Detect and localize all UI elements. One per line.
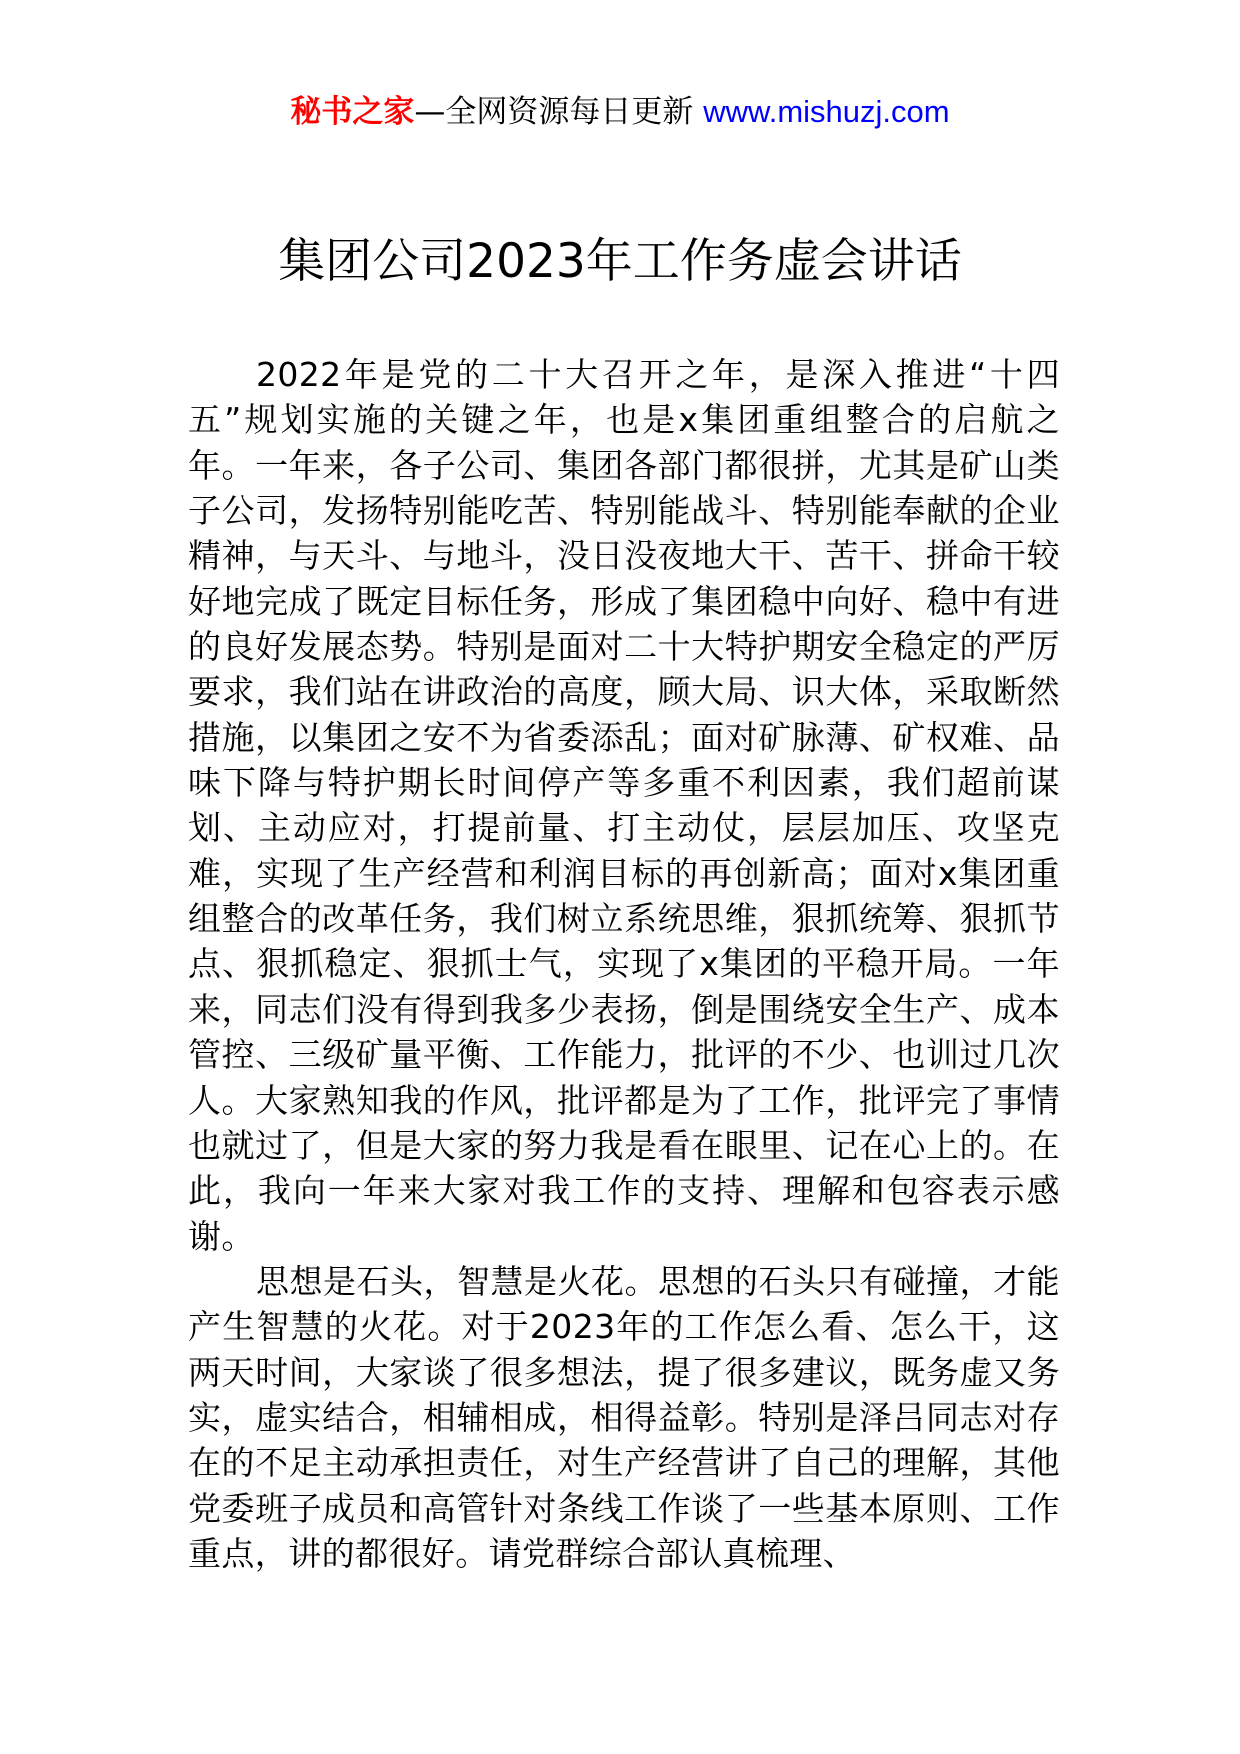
paragraph-2: 思想是石头，智慧是火花。思想的石头只有碰撞，才能产生智慧的火花。对于2023年的工作怎么看、怎么干，这两天时间，大家谈了很多想法，提了很多建议，既务虚又务实，虚实结合，相辅相成，相得益彰。特别是泽吕同志对存在的不足主动承担责任，对生产经营讲了自己的理解，其他党委班子成员和高管针对条线工作谈了一些基本原则、工作重点，讲的都很好。请党群综合部认真梳理、 bbox=[188, 1261, 1060, 1573]
document-title: 集团公司2023年工作务虚会讲话 bbox=[278, 234, 962, 289]
paragraph-1: 2022年是党的二十大召开之年，是深入推进“十四五”规划实施的关键之年，也是x集团重组整合的启航之年。一年来，各子公司、集团各部门都很拼，尤其是矿山类子公司，发扬特别能吃苦、特别能战斗、特别能奉献的企业精神，与天斗、与地斗，没日没夜地大干、苦干、拼命干较好地完成了既定目标任务，形成了集团稳中向好、稳中有进的良好发展态势。特别是面对二十大特护期安全稳定的严厉要求，我们站在讲政治的高度，顾大局、识大体，采取断然措施，以集团之安不为省委添乱；面对矿脉薄、矿权难、品味下降与特护期长时间停产等多重不利因素，我们超前谋划、主动应对，打提前量、打主动仗，层层加压、攻坚克难，实现了生产经营和利润目标的再创新高；面对x集团重组整合的改革任务，我们树立系统思维，狠抓统筹、狠抓节点、狠抓稳定、狠抓士气，实现了x集团的平稳开局。一年来，同志们没有得到我多少表扬，倒是围绕安全生产、成本管控、三级矿量平衡、工作能力，批评的不少、也训过几次人。大家熟知我的作风，批评都是为了工作，批评完了事情也就过了，但是大家的努力我是看在眼里、记在心上的。在此，我向一年来大家对我工作的支持、理解和包容表示感谢。 bbox=[188, 355, 1060, 1256]
header-tagline: —全网资源每日更新 bbox=[414, 94, 694, 130]
brand-name: 秘书之家 bbox=[290, 94, 415, 130]
website-link[interactable]: www.mishuzj.com bbox=[703, 94, 950, 129]
document-body bbox=[188, 352, 1060, 1576]
site-header bbox=[0, 92, 1240, 132]
